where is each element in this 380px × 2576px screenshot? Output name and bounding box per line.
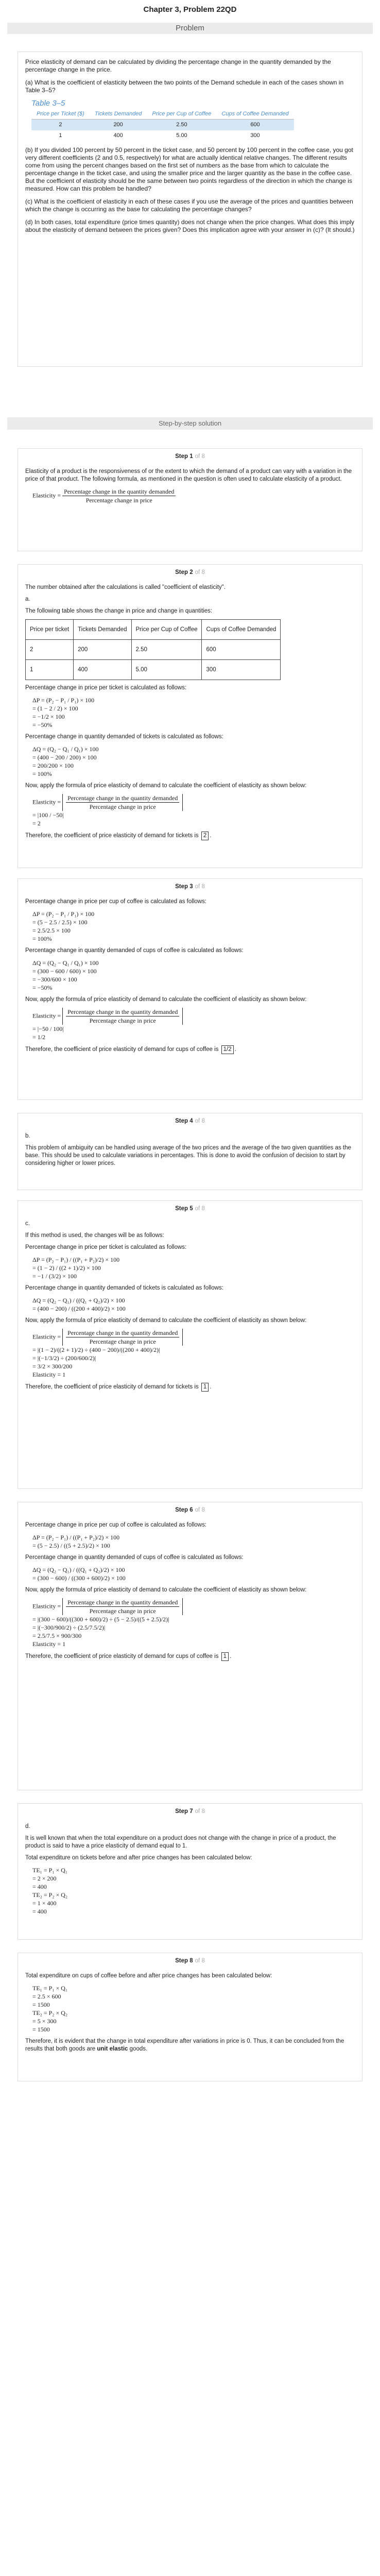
step-text: Percentage change in price per ticket is calculated as follows: [25, 685, 187, 691]
equation-line: = 3/2 × 300/200 [32, 1363, 73, 1370]
step-label: Step 3 [175, 884, 193, 890]
step-counter: of 8 [195, 1118, 205, 1124]
step-text: Now, apply the formula of price elasticity of demand to calculate the coefficient of elasticity as shown below: [25, 996, 307, 1003]
equation-line: = 100% [32, 935, 52, 942]
part-label: b. [25, 1133, 30, 1139]
step-label: Step 7 [175, 1808, 193, 1815]
problem-intro: Price elasticity of demand can be calculated by dividing the percentage change in the quantity demanded by the percentage change in the price. [25, 58, 331, 73]
step-text: Percentage change in quantity demanded of cups of coffee is calculated as follows: [25, 947, 244, 954]
step-header [25, 1117, 355, 1125]
step-text: This problem of ambiguity can be handled using average of the two prices and the average of the two given quantities as the base. This should be used to calculate variations in percentages. This is done to avoid the confusion of decision to start by considering higher or lower prices. [25, 1145, 351, 1166]
equation-line: TE₂ = P₂ × Q₂ [32, 2009, 68, 2016]
formula-denominator: Percentage change in price [89, 1017, 156, 1024]
step-7 [18, 1803, 362, 1940]
step-counter: of 8 [195, 1206, 205, 1212]
step-counter: of 8 [195, 569, 205, 575]
equation-line: = |(300 − 600)/((300 + 600)/2) ÷ (5 − 2.5)/((5 + 2.5)/2)| [32, 1616, 169, 1623]
equation-line: = 1500 [32, 2026, 50, 2033]
step-label: Step 4 [175, 1118, 193, 1124]
step-text: Now, apply the formula of price elasticity of demand to calculate the coefficient of elasticity as shown below: [25, 1317, 307, 1324]
table-header: Price per ticket [26, 620, 74, 640]
step-2 [18, 564, 362, 868]
step-5 [18, 1200, 362, 1489]
step-text: Elasticity of a product is the responsiveness of or the extent to which the demand of a product can vary with a variation in the price of that product. The following formula, as mentioned in the question is often used to calculate elasticity of a product. [25, 468, 352, 482]
elasticity-equation [32, 1008, 355, 1041]
equation-line: = |(−300/900/2) ÷ (2.5/7.5/2)| [32, 1624, 106, 1631]
step-4 [18, 1113, 362, 1190]
table-row [26, 660, 281, 680]
equation-line: ΔQ = (Q₂ − Q₁ / Q₁) × 100 [32, 745, 99, 753]
equation-line: ΔQ = (Q₂ − Q₁ / Q₁) × 100 [32, 959, 99, 967]
unit-elastic-emphasis: unit elastic [97, 2046, 128, 2052]
elasticity-equation [32, 1329, 355, 1379]
equation-line: ΔQ = (Q₂ − Q₁) / ((Q₁ + Q₂)/2) × 100 [32, 1297, 125, 1304]
expenditure-equation [32, 1984, 355, 2033]
table-cell: 1 [26, 660, 74, 680]
conclusion-tail: goods. [129, 2046, 148, 2052]
step-label: Step 2 [175, 569, 193, 575]
equation-line: ΔP = (P₂ − P₁ / P₁) × 100 [32, 910, 95, 918]
formula-numerator: Percentage change in the quantity demanded [66, 794, 179, 803]
equation-line: = (300 − 600 / 600) × 100 [32, 968, 97, 975]
equation-line: = −1 / (3/2) × 100 [32, 1273, 77, 1280]
step-text: It is well known that when the total expenditure on a product does not change with the change in price of a product, the product is said to have a price elasticity of demand equal to 1. [25, 1835, 336, 1849]
part-label: a. [25, 596, 30, 602]
table-row [31, 120, 294, 131]
equation-line: = (400 − 200 / 200) × 100 [32, 754, 97, 761]
table-cell: 5.00 [176, 132, 187, 139]
equation-line: = (300 − 600) / ((300 + 600)/2) × 100 [32, 1574, 126, 1582]
conclusion-text: Therefore, the coefficient of price elasticity of demand for tickets is [25, 1384, 199, 1390]
formula-denominator: Percentage change in price [89, 1607, 156, 1615]
table-title: Table 3–5 [31, 99, 65, 108]
part-label: c. [25, 1221, 30, 1227]
step-header [25, 569, 355, 577]
problem-tab[interactable]: Problem [7, 23, 373, 34]
equation-line: TE₂ = P₂ × Q₂ [32, 1891, 68, 1899]
table-header: Price per Cup of Coffee [131, 620, 202, 640]
formula-lhs: Elasticity = [32, 1012, 61, 1020]
step-text: The number obtained after the calculations is called "coefficient of elasticity". [25, 584, 226, 590]
equation-line: = −50% [32, 721, 53, 728]
formula-numerator: Percentage change in the quantity demanded [66, 1598, 179, 1607]
formula-lhs: Elasticity = [32, 1333, 61, 1341]
table-row [31, 130, 294, 141]
formula-lhs: Elasticity = [32, 492, 61, 499]
step-text: Percentage change in price per cup of coffee is calculated as follows: [25, 899, 207, 905]
equation-line: = 400 [32, 1883, 47, 1890]
equation-line: = (5 − 2.5 / 2.5) × 100 [32, 919, 88, 926]
equation-line: = 400 [32, 1908, 47, 1915]
step-conclusion: Therefore, the coefficient of price elasticity of demand for tickets is 2 . [25, 832, 355, 840]
equation-line: TE₁ = P₁ × Q₁ [32, 1985, 68, 1992]
step-counter: of 8 [195, 1507, 205, 1513]
step-label: Step 1 [175, 453, 193, 460]
step-text: If this method is used, the changes will be as follows: [25, 1232, 164, 1239]
table-header: Tickets Demanded [74, 620, 131, 640]
equation-line: ΔP = (P₂ − P₁) / ((P₁ + P₂)/2) × 100 [32, 1534, 120, 1541]
price-change-equation [32, 910, 355, 943]
table-cell: 300 [202, 660, 281, 680]
formula-denominator: Percentage change in price [89, 803, 156, 810]
formula-lhs: Elasticity = [32, 1602, 61, 1610]
answer-box: 1/2 [221, 1045, 234, 1054]
step-counter: of 8 [195, 1808, 205, 1815]
table-header: Tickets Demanded [90, 109, 147, 120]
table-header: Price per Cup of Coffee [147, 109, 216, 120]
equation-line: = (1 − 2) / ((2 + 1)/2) × 100 [32, 1264, 101, 1272]
equation-line: = 2.5 × 600 [32, 1993, 61, 2000]
equation-line: = 1500 [32, 2001, 50, 2008]
answer-box: 2 [201, 832, 209, 840]
step-header [25, 1205, 355, 1213]
step-text: Now, apply the formula of price elasticity of demand to calculate the coefficient of elasticity as shown below: [25, 1587, 307, 1593]
step-6 [18, 1502, 362, 1790]
step-8 [18, 1953, 362, 2081]
price-change-equation [32, 1533, 355, 1550]
problem-statement [18, 52, 362, 367]
answer-box: 1 [221, 1652, 229, 1661]
table-cell: 2.50 [131, 640, 202, 660]
formula-lhs: Elasticity = [32, 798, 61, 806]
step-header [25, 1808, 355, 1816]
formula-numerator: Percentage change in the quantity demanded [62, 487, 176, 496]
step-text: Percentage change in quantity demanded of tickets is calculated as follows: [25, 734, 223, 740]
quantity-change-equation [32, 959, 355, 992]
step-text: Percentage change in quantity demanded of cups of coffee is calculated as follows: [25, 1554, 244, 1561]
problem-part-c: (c) What is the coefficient of elasticity in each of these cases if you use the average of the prices and quantities between which the change is occurring as the base for calculating the percentage changes? [25, 198, 353, 213]
step-conclusion: Therefore, the coefficient of price elasticity of demand for cups of coffee is 1/2 . [25, 1045, 355, 1054]
part-label: d. [25, 1823, 30, 1829]
step-header [25, 453, 355, 461]
table-row [26, 640, 281, 660]
step-text: Total expenditure on cups of coffee before and after price changes has been calculated below: [25, 1973, 272, 1979]
table-cell: 600 [216, 120, 293, 131]
equation-line: = 2 × 200 [32, 1875, 57, 1882]
answer-box: 1 [201, 1383, 209, 1392]
conclusion-text: Therefore, the coefficient of price elasticity of demand for cups of coffee is [25, 1046, 219, 1053]
table-cell: 1 [59, 132, 62, 139]
step-3 [18, 878, 362, 1100]
step-counter: of 8 [195, 453, 205, 460]
formula-numerator: Percentage change in the quantity demanded [66, 1329, 179, 1337]
table-cell: 200 [90, 120, 147, 131]
step-header [25, 1506, 355, 1514]
step-conclusion: Therefore, the coefficient of price elasticity of demand for cups of coffee is 1 . [25, 1652, 355, 1661]
equation-line: ΔP = (P₂ − P₁ / P₁) × 100 [32, 697, 95, 704]
problem-part-a: (a) What is the coefficient of elasticity between the two points of the Demand schedule in each of the cases shown in Table 3–5? [25, 79, 344, 94]
expenditure-equation [32, 1866, 355, 1916]
conclusion-text: Therefore, the coefficient of price elasticity of demand for tickets is [25, 833, 199, 839]
formula-denominator: Percentage change in price [89, 1338, 156, 1345]
step-text: Total expenditure on tickets before and after price changes has been calculated below: [25, 1855, 252, 1861]
equation-line: Elasticity = 1 [32, 1371, 66, 1378]
step-text: The following table shows the change in price and change in quantities: [25, 608, 213, 614]
table-header: Price per Ticket ($) [31, 109, 90, 120]
table-cell: 2.50 [147, 120, 216, 131]
equation-line: = 1/2 [32, 1033, 46, 1041]
step-text: Now, apply the formula of price elasticity of demand to calculate the coefficient of elasticity as shown below: [25, 783, 307, 789]
equation-line: = (1 − 2 / 2) × 100 [32, 705, 78, 712]
formula-numerator: Percentage change in the quantity demanded [66, 1008, 179, 1016]
equation-line: Elasticity = 1 [32, 1640, 66, 1648]
equation-line: = −300/600 × 100 [32, 976, 77, 983]
table-cell: 400 [113, 132, 123, 139]
step-conclusion [25, 2038, 355, 2053]
solution-tab[interactable]: Step-by-step solution [7, 417, 373, 430]
equation-line: TE₁ = P₁ × Q₁ [32, 1867, 68, 1874]
step-1 [18, 448, 362, 551]
equation-line: = 200/200 × 100 [32, 762, 74, 769]
price-change-equation [32, 1256, 355, 1280]
step-header [25, 883, 355, 891]
formula-denominator: Percentage change in price [85, 497, 152, 504]
equation-line: ΔQ = (Q₂ − Q₁) / ((Q₁ + Q₂)/2) × 100 [32, 1566, 125, 1573]
problem-part-b: (b) If you divided 100 percent by 50 percent in the ticket case, and 50 percent by 100 percent in the coffee case, you got very different coefficients (2 and 0.5, respectively) for what are actually identical relative changes. The different results come from using the percent changes based on the first set of numbers as the base from which to calculate the percentage change in the ticket case, and using the smaller price and the larger quantity as the base in the coffee case. But the coefficient of elasticity should be the same between two points regardless of the direction in which the change is measured. How can this problem be handled? [25, 146, 353, 192]
quantity-change-equation [32, 1566, 355, 1582]
table-3-5 [31, 109, 294, 141]
equation-line: ΔP = (P₂ − P₁) / ((P₁ + P₂)/2) × 100 [32, 1256, 120, 1263]
step-text: Percentage change in quantity demanded of tickets is calculated as follows: [25, 1285, 223, 1291]
equation-line: = (400 − 200) / ((200 + 400)/2) × 100 [32, 1305, 126, 1312]
quantity-change-equation [32, 745, 355, 778]
conclusion-text: Therefore, the coefficient of price elasticity of demand for cups of coffee is [25, 1653, 219, 1659]
equation-line: = 2.5/2.5 × 100 [32, 927, 71, 934]
step-label: Step 5 [175, 1206, 193, 1212]
elasticity-formula [32, 487, 355, 504]
equation-line: = |−50 / 100| [32, 1025, 64, 1032]
table-cell: 300 [250, 132, 260, 139]
step-header [25, 1957, 355, 1965]
table-cell: 400 [74, 660, 131, 680]
equation-line: = 5 × 300 [32, 2018, 57, 2025]
quantity-change-equation [32, 1296, 355, 1313]
step-label: Step 8 [175, 1958, 193, 1964]
step-label: Step 6 [175, 1507, 193, 1513]
conclusion-text: Therefore, it is evident that the change in total expenditure after variations in price is 0. Thus, it can be concluded from the results that both goods are [25, 2038, 344, 2052]
price-change-equation [32, 696, 355, 729]
elasticity-equation [32, 1598, 355, 1648]
table-cell: 5.00 [131, 660, 202, 680]
step-counter: of 8 [195, 1958, 205, 1964]
step-conclusion: Therefore, the coefficient of price elasticity of demand for tickets is 1 . [25, 1383, 355, 1392]
table-cell: 2 [26, 640, 74, 660]
problem-part-d: (d) In both cases, total expenditure (price times quantity) does not change when the price changes. What does this imply about the elasticity of demand between the prices given? Does this implication agree with your answer in (c)? (It should.) [25, 218, 355, 233]
equation-line: = |(−1/3/2) ÷ (200/600/2)| [32, 1354, 96, 1362]
table-cell: 2 [31, 120, 90, 131]
equation-line: = 2 [32, 820, 41, 827]
table-header: Cups of Coffee Demanded [202, 620, 281, 640]
equation-line: = 1 × 400 [32, 1900, 57, 1907]
equation-line: = (5 − 2.5) / ((5 + 2.5)/2) × 100 [32, 1542, 110, 1549]
step-counter: of 8 [195, 884, 205, 890]
chapter-title: Chapter 3, Problem 22QD [143, 5, 237, 14]
elasticity-equation [32, 794, 355, 827]
table-cell: 200 [74, 640, 131, 660]
equation-line: = −50% [32, 984, 53, 991]
equation-line: = 2.5/7.5 × 900/300 [32, 1632, 82, 1639]
step-text: Percentage change in price per ticket is calculated as follows: [25, 1244, 187, 1250]
equation-line: = |(1 − 2)/((2 + 1)/2) ÷ (400 − 200)/((200 + 400)/2)| [32, 1346, 160, 1353]
table-cell: 600 [202, 640, 281, 660]
equation-line: = |100 / −50| [32, 811, 64, 819]
equation-line: = 100% [32, 770, 52, 777]
equation-line: = −1/2 × 100 [32, 713, 65, 720]
step-text: Percentage change in price per cup of coffee is calculated as follows: [25, 1522, 207, 1528]
table-header: Cups of Coffee Demanded [216, 109, 293, 120]
price-quantity-table [25, 619, 281, 680]
